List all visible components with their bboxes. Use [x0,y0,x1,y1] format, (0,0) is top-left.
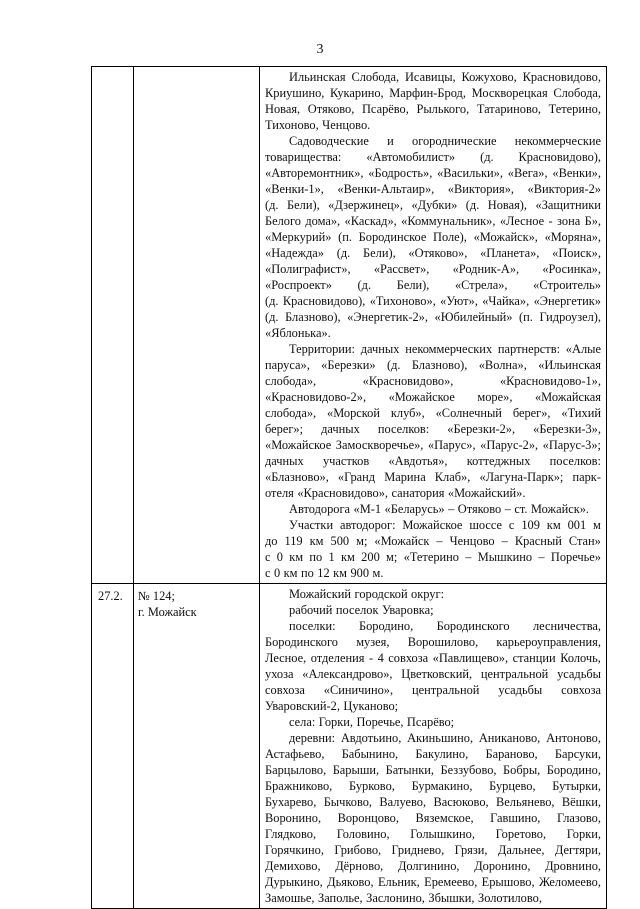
text-line: отеля «Красновидово», санатория «Можайский». [265,486,526,500]
text-line: «Можайское Замоскворечье», «Парус», «Парус-2», «Парус-3»; [265,438,601,452]
text-line: Воронино, Воронцово, Вяземское, Гавшино, Глазово, [265,811,601,825]
paragraph [265,586,601,602]
text-line: (д. Бели), «Дзержинец», «Дубки» (д. Новая), «Защитники [265,198,601,212]
text-line: Участки автодорог: Можайское шоссе с 109 км 001 м [289,518,601,532]
text-line: с 0 км по 12 км 900 м. [265,566,384,580]
district-cell [134,584,260,909]
text-line: Новая, Отяково, Псарёво, Рылького, Татариново, Тетерино, [265,102,601,116]
paragraph [265,714,601,730]
territory-description-cell [260,67,607,584]
text-line: «Полиграфист», «Рассвет», «Родник-А», «Росинка», [265,262,601,276]
paragraph [265,730,601,906]
text-line: ухоза «Александрово», Цветковский, центральной усадьбы [265,667,601,681]
districts-table [91,66,607,909]
text-line: Демихово, Дёрново, Долгинино, Доронино, Дровнино, [265,859,601,873]
text-line: Уваровский-2, Цуканово; [265,699,399,713]
text-line: Астафьево, Бабынино, Бакулино, Бараново, Барсуки, [265,747,601,761]
text-line: до 119 км 500 м; «Можайск – Ченцово – Красный Стан» [265,534,601,548]
text-line: Бухарево, Бычково, Валуево, Васюково, Вельянево, Вёшки, [265,795,601,809]
text-line: рабочий поселок Уваровка; [289,603,434,617]
paragraph [265,133,601,341]
text-line: Автодорога «М-1 «Беларусь» – Отяково – ст. Можайск». [289,502,590,516]
paragraph [265,602,601,618]
text-line: Можайский городской округ: [289,587,445,601]
text-line: Лесное, отделения - 4 совхоза «Павлищево», станции Колочь, [265,651,601,665]
text-line: Ильинская Слобода, Исавицы, Кожухово, Красновидово, [289,70,601,84]
text-line: Замошье, Заполье, Заслонино, Збышки, Золотилово, [265,891,542,905]
text-line: Бражниково, Бурково, Бурмакино, Бурцево, Бутырки, [265,779,601,793]
territory-description-cell [260,584,607,909]
table-row [92,67,607,584]
page-number: 3 [316,42,324,57]
text-line: Горячкино, Грибово, Гриднево, Грязи, Дальнее, Дегтяри, [265,843,601,857]
text-line: «Надежда» (д. Бели), «Отяково», «Планета», «Поиск», [265,246,601,260]
text-line: Барцылово, Барыши, Батынки, Беззубово, Бобры, Бородино, [265,763,601,777]
text-line: Территории: дачных некоммерческих партнерств: «Алые [289,342,601,356]
text-line: «Красновидово-2», «Можайское море», «Можайская [265,390,601,404]
text-line: Глядково, Головино, Голышкино, Горетово, Горки, [265,827,601,841]
row-number-cell: 27.2. [92,584,134,909]
text-line: Белого дома», «Каскад», «Коммунальник», «Лесное - зона Б», [265,214,601,228]
text-line: «Блазново», «Гранд Марина Клаб», «Лагуна-Парк»; парк- [265,470,601,484]
text-line: Бородинского музея, Ворошилово, карьероуправления, [265,635,601,649]
paragraph [265,618,601,714]
text-line: с 0 км по 1 км 200 м; «Тетерино – Мышкино – Поречье» [265,550,601,564]
paragraph [265,341,601,501]
text-line: слобода», «Красновидово», «Красновидово-1», [265,374,601,388]
text-line: паруса», «Березки» (д. Блазново), «Волна», «Ильинская [265,358,601,372]
paragraph [265,69,601,133]
text-line: совхоза «Синичино», центральной усадьбы совхоза [265,683,601,697]
text-line: «Роспроект» (д. Бели), «Стрела», «Строитель» [265,278,601,292]
text-line: (д. Красновидово), «Тихоново», «Уют», «Чайка», «Энергетик» [265,294,601,308]
table-row [92,584,607,909]
text-line: «Венки-1», «Венки-Альтаир», «Виктория», «Виктория-2» [265,182,601,196]
text-line: Дурыкино, Дьяково, Ельник, Еремеево, Ерышово, Желомеево, [265,875,601,889]
text-line: Садоводческие и огороднические некоммерческие [289,134,601,148]
text-line: дачных участков «Авдотья», коттеджных поселков: [265,454,601,468]
text-line: села: Горки, Поречье, Псарёво; [289,715,455,729]
text-line: Криушино, Кукарино, Марфин-Брод, Москворецкая Слобода, [265,86,601,100]
district-label: г. Можайск [138,605,197,619]
text-line: деревни: Авдотьино, Акиньшино, Аниканово, Антоново, [289,731,601,745]
row-number-cell [92,67,134,584]
text-line: «Меркурий» (п. Бородинское Поле), «Можайск», «Моряна», [265,230,601,244]
text-line: поселки: Бородино, Бородинского лесничества, [289,619,601,633]
text-line: слобода», «Морской клуб», «Солнечный берег», «Тихий [265,406,601,420]
paragraph [265,517,601,581]
text-line: (д. Блазново), «Энергетик-2», «Юбилейный» (п. Гидроузел), [265,310,601,324]
text-line: «Яблонька». [265,326,331,340]
text-line: Тихоново, Ченцово. [265,118,371,132]
paragraph [265,501,601,517]
text-line: товарищества: «Автомобилист» (д. Красновидово), [265,150,601,164]
district-cell [134,67,260,584]
text-line: «Авторемонтник», «Бодрость», «Васильки», «Вега», «Венки», [265,166,601,180]
district-label: № 124; [138,589,175,603]
text-line: берег»; дачных поселков: «Березки-2», «Березки-3», [265,422,601,436]
